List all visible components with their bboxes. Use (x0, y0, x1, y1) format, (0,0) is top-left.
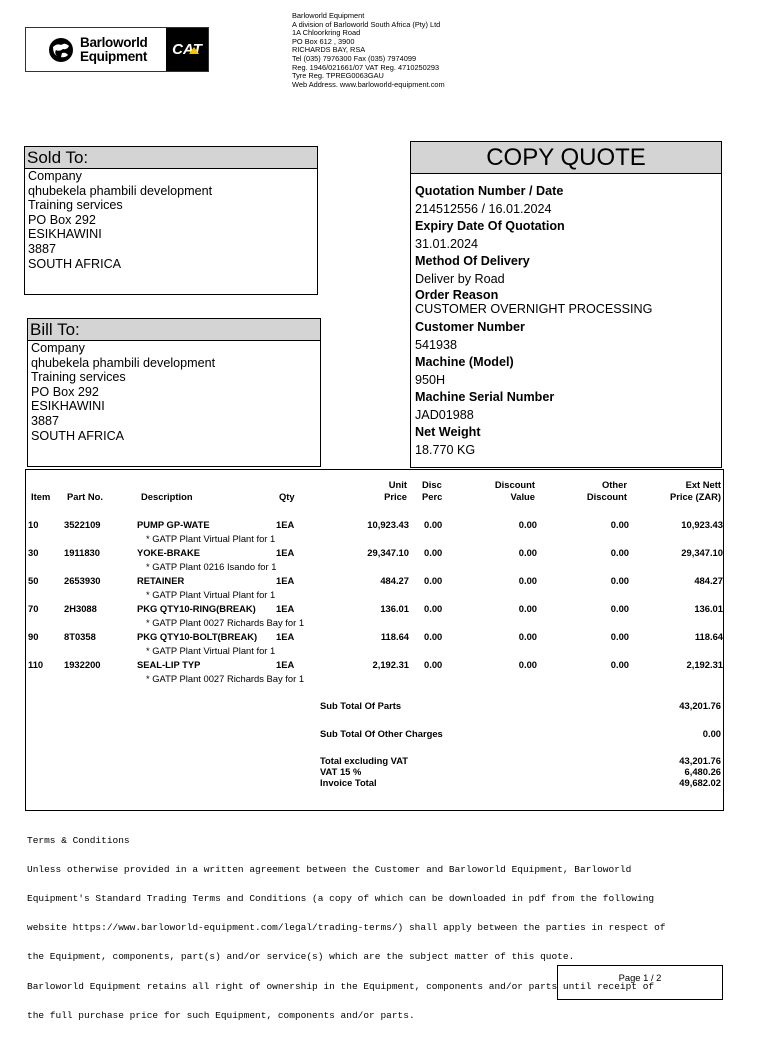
header-qty: Qty (279, 491, 295, 502)
page-number-box (557, 965, 723, 1000)
row-other-discount: 0.00 (610, 519, 629, 530)
cat-triangle-icon (189, 47, 199, 54)
machine-model-value: 950H (415, 372, 446, 387)
row-ext-price: 29,347.10 (681, 547, 723, 558)
company-line: Barloworld Equipment (292, 11, 365, 20)
row-description: RETAINER (137, 575, 185, 586)
address-line: Company (31, 341, 85, 355)
table-row (26, 575, 725, 603)
serial-number-label: Machine Serial Number (415, 390, 555, 404)
brand-line-1: Barloworld (80, 34, 148, 50)
sold-to-box (24, 146, 318, 295)
address-line: SOUTH AFRICA (31, 428, 125, 443)
row-description: PUMP GP-WATE (137, 519, 210, 530)
bill-to-heading: Bill To: (28, 319, 320, 341)
row-item: 10 (28, 519, 39, 530)
bill-to-address (28, 341, 320, 443)
sold-to-heading: Sold To: (25, 147, 317, 169)
company-line: Tel (035) 7976300 Fax (035) 7974099 (292, 53, 417, 63)
terms-and-conditions (27, 819, 747, 1038)
row-note: * GATP Plant Virtual Plant for 1 (146, 533, 276, 544)
company-line: A division of Barloworld South Africa (Pty) Ltd (292, 19, 441, 29)
vat-label: VAT 15 % (320, 766, 362, 777)
row-note: * GATP Plant 0027 Richards Bay for 1 (146, 673, 305, 684)
header-ext-line2: Price (ZAR) (669, 490, 721, 502)
address-line: Training services (31, 370, 126, 385)
row-item: 110 (28, 659, 44, 670)
row-unit-price: 10,923.43 (367, 519, 409, 530)
row-qty: 1EA (276, 519, 295, 530)
invoice-total-label: Invoice Total (320, 777, 377, 788)
total-excl-vat-value: 43,201.76 (679, 755, 721, 766)
address-line: SOUTH AFRICA (28, 256, 122, 271)
row-part-no: 8T0358 (64, 631, 96, 642)
address-line: Training services (28, 198, 123, 213)
row-ext-price: 2,192.31 (686, 659, 723, 670)
row-unit-price: 136.01 (380, 603, 409, 614)
customer-number-value: 541938 (415, 337, 458, 352)
row-note: * GATP Plant Virtual Plant for 1 (146, 589, 276, 600)
row-ext-price: 484.27 (694, 575, 723, 586)
company-line: Web Address. www.barloworld-equipment.com (292, 79, 445, 89)
row-other-discount: 0.00 (610, 603, 629, 614)
terms-line: website https://www.barloworld-equipment.com/legal/trading-terms/) shall apply between the parties in respect of (27, 922, 666, 934)
row-item: 70 (28, 603, 39, 614)
address-line: qhubekela phambili development (28, 183, 213, 198)
row-item: 90 (28, 631, 39, 642)
header-item: Item (31, 491, 51, 502)
cat-logo (166, 28, 208, 71)
header-disc-line2: Perc (422, 490, 443, 502)
row-description: PKG QTY10-BOLT(BREAK) (137, 631, 258, 642)
customer-number-label: Customer Number (415, 320, 525, 334)
row-other-discount: 0.00 (610, 547, 629, 558)
header-ext-nett-price (670, 479, 721, 502)
quotation-number-label: Quotation Number / Date (415, 184, 564, 198)
delivery-method-label: Method Of Delivery (415, 254, 530, 268)
invoice-total-value: 49,682.02 (679, 777, 721, 788)
quotation-number-value: 214512556 / 16.01.2024 (415, 201, 552, 216)
header-other-discount (587, 479, 627, 502)
net-weight-label: Net Weight (415, 425, 481, 439)
company-line: Tyre Reg. TPREG0063GAU (292, 71, 384, 81)
address-line: Company (28, 169, 82, 183)
subtotal-parts-label: Sub Total Of Parts (320, 700, 402, 711)
header-unit-price (384, 479, 407, 502)
row-discount-value: 0.00 (518, 631, 537, 642)
table-row (26, 659, 725, 687)
row-unit-price: 29,347.10 (367, 547, 409, 558)
bill-to-box (27, 318, 321, 467)
header-unit-line2: Price (384, 490, 407, 502)
row-ext-price: 10,923.43 (681, 519, 723, 530)
brand-line-2: Equipment (80, 48, 148, 64)
page-number: Page 1 / 2 (618, 972, 662, 983)
row-disc-perc: 0.00 (424, 547, 443, 558)
subtotal-other-label: Sub Total Of Other Charges (320, 728, 443, 739)
expiry-date-label: Expiry Date Of Quotation (415, 219, 565, 233)
row-discount-value: 0.00 (518, 575, 537, 586)
table-row (26, 547, 725, 575)
company-logo (25, 27, 209, 72)
row-note: * GATP Plant Virtual Plant for 1 (146, 645, 276, 656)
row-item: 50 (28, 575, 39, 586)
terms-line: Equipment's Standard Trading Terms and Conditions (a copy of which can be downloaded in pdf from the following (27, 892, 655, 904)
row-note: * GATP Plant 0216 Isando for 1 (146, 561, 277, 572)
terms-line: the Equipment, components, part(s) and/or service(s) which are the subject matter of this quote. (27, 951, 575, 963)
row-qty: 1EA (276, 575, 295, 586)
expiry-date-value: 31.01.2024 (415, 236, 479, 251)
row-item: 30 (28, 547, 39, 558)
company-line: PO Box 612 , 3900 (292, 36, 355, 46)
row-part-no: 1932200 (64, 659, 101, 670)
row-disc-perc: 0.00 (424, 519, 443, 530)
header-discount-value (495, 479, 535, 502)
header-dval-line1: Discount (494, 479, 535, 490)
company-line: Reg. 1946/021661/07 VAT Reg. 4710250293 (292, 62, 440, 72)
row-discount-value: 0.00 (518, 603, 537, 614)
order-reason-label: Order Reason (415, 288, 499, 302)
row-unit-price: 484.27 (380, 575, 409, 586)
row-disc-perc: 0.00 (424, 631, 443, 642)
terms-line: the full purchase price for such Equipment, components and/or parts. (27, 1009, 415, 1021)
subtotal-other-value: 0.00 (702, 728, 721, 739)
row-qty: 1EA (276, 659, 295, 670)
terms-line: Barloworld Equipment retains all right of ownership in the Equipment, components and/or parts until receipt of (27, 980, 655, 992)
header-other-line1: Other (601, 479, 627, 490)
delivery-method-value: Deliver by Road (415, 271, 505, 286)
row-discount-value: 0.00 (518, 659, 537, 670)
row-other-discount: 0.00 (610, 659, 629, 670)
row-unit-price: 2,192.31 (372, 659, 409, 670)
row-disc-perc: 0.00 (424, 659, 443, 670)
table-row (26, 631, 725, 659)
row-part-no: 1911830 (64, 547, 100, 558)
row-ext-price: 118.64 (694, 631, 723, 642)
serial-number-value: JAD01988 (415, 407, 474, 422)
address-line: qhubekela phambili development (31, 355, 216, 370)
row-description: YOKE-BRAKE (137, 547, 201, 558)
header-dval-line2: Value (510, 490, 535, 502)
row-qty: 1EA (276, 603, 295, 614)
company-details (292, 12, 445, 89)
row-disc-perc: 0.00 (424, 603, 443, 614)
row-discount-value: 0.00 (518, 547, 537, 558)
row-ext-price: 136.01 (694, 603, 723, 614)
company-line: 1A Chloorkring Road (292, 28, 361, 38)
header-other-line2: Discount (586, 490, 627, 502)
address-line: ESIKHAWINI (31, 399, 105, 414)
header-description: Description (141, 491, 193, 502)
row-part-no: 2653930 (64, 575, 101, 586)
row-qty: 1EA (276, 631, 295, 642)
address-line: 3887 (28, 241, 57, 256)
address-line: ESIKHAWINI (28, 227, 102, 242)
terms-heading: Terms & Conditions (27, 834, 130, 846)
row-description: PKG QTY10-RING(BREAK) (137, 603, 256, 614)
row-unit-price: 118.64 (380, 631, 409, 642)
address-line: PO Box 292 (28, 212, 96, 227)
cat-logo-text: CAT (172, 41, 202, 58)
row-disc-perc: 0.00 (424, 575, 443, 586)
header-part-no: Part No. (67, 491, 103, 502)
table-row (26, 519, 725, 547)
address-line: PO Box 292 (31, 384, 99, 399)
row-discount-value: 0.00 (518, 519, 537, 530)
vat-value: 6,480.26 (684, 766, 721, 777)
row-other-discount: 0.00 (610, 631, 629, 642)
quote-title: COPY QUOTE (411, 142, 721, 174)
items-table (25, 469, 724, 811)
row-note: * GATP Plant 0027 Richards Bay for 1 (146, 617, 305, 628)
barloworld-globe-icon (48, 37, 74, 63)
header-ext-line1: Ext Nett (685, 479, 721, 490)
row-part-no: 2H3088 (64, 603, 97, 614)
quote-info-box (410, 141, 722, 468)
order-reason-value: CUSTOMER OVERNIGHT PROCESSING (415, 302, 653, 316)
header-unit-line1: Unit (388, 479, 407, 490)
row-qty: 1EA (276, 547, 295, 558)
header-disc-line1: Disc (422, 479, 442, 490)
net-weight-value: 18.770 KG (415, 442, 476, 457)
address-line: 3887 (31, 413, 60, 428)
brand-name (80, 36, 148, 64)
row-other-discount: 0.00 (610, 575, 629, 586)
row-part-no: 3522109 (64, 519, 101, 530)
subtotal-parts-value: 43,201.76 (679, 700, 721, 711)
row-description: SEAL-LIP TYP (137, 659, 201, 670)
company-line: RICHARDS BAY, RSA (292, 45, 366, 55)
sold-to-address (25, 169, 317, 271)
table-row (26, 603, 725, 631)
header-disc-perc (422, 479, 442, 502)
terms-line: Unless otherwise provided in a written agreement between the Customer and Barloworld Equipment, Barloworld (27, 863, 632, 875)
total-excl-vat-label: Total excluding VAT (320, 755, 409, 766)
machine-model-label: Machine (Model) (415, 355, 514, 369)
